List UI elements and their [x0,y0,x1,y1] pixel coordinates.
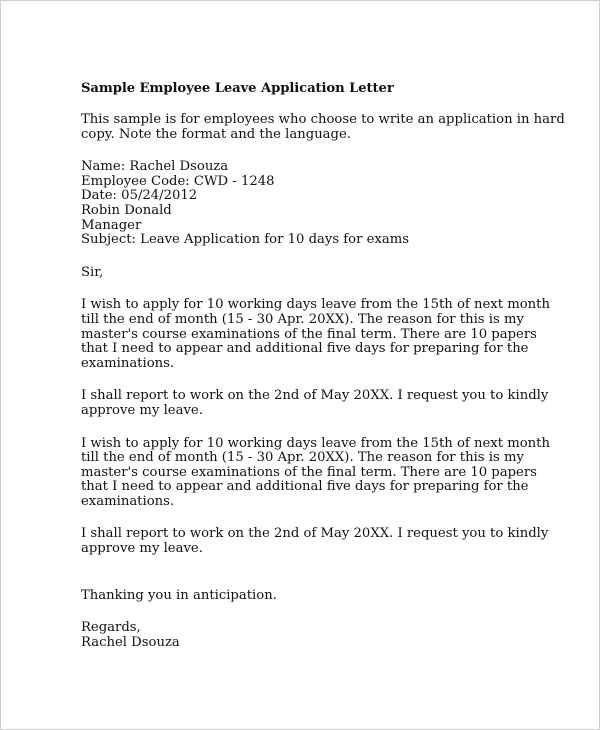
recipient-title: Manager [81,217,142,233]
paragraph-line: master's course examinations of the final term. There are 10 papers [81,326,537,342]
paragraph-line: till the end of month (15 - 30 Apr. 20XX). The reason for this is my [81,450,524,466]
paragraph-line: examinations. [81,493,175,509]
sender-name: Name: Rachel Dsouza [81,159,229,175]
closing-text: Thanking you in anticipation. [81,587,277,603]
body-paragraph-2 [81,388,549,418]
employee-code: Employee Code: CWD - 1248 [81,173,275,189]
paragraph-line: that I need to appear and additional five days for preparing for the [81,341,529,357]
paragraph-line: I shall report to work on the 2nd of May 20XX. I request you to kindly [81,388,549,404]
paragraph-line: I wish to apply for 10 working days leave from the 15th of next month [81,435,550,451]
paragraph-line: examinations. [81,355,175,371]
paragraph-line: that I need to appear and additional five days for preparing for the [81,479,529,495]
paragraph-line: approve my leave. [81,402,203,418]
letter-content [81,81,565,668]
letter-date: Date: 05/24/2012 [81,188,198,204]
closing-line [81,589,541,604]
paragraph-line: approve my leave. [81,541,203,557]
recipient-name: Robin Donald [81,202,172,218]
paragraph-line: I shall report to work on the 2nd of May 20XX. I request you to kindly [81,526,549,542]
intro-line: copy. Note the format and the language. [81,126,351,142]
body-paragraph-4 [81,526,549,557]
body-paragraph-3 [81,435,550,510]
signature-block [81,621,541,650]
salutation [81,266,541,281]
signature-name: Rachel Dsouza [81,634,180,650]
letter-subject: Subject: Leave Application for 10 days for exams [81,232,409,248]
intro-paragraph [81,112,565,142]
paragraph-line: master's course examinations of the final term. There are 10 papers [81,464,537,480]
intro-line: This sample is for employees who choose to write an application in hard [81,112,565,127]
body-paragraph-1 [81,297,550,371]
paragraph-line: I wish to apply for 10 working days leave from the 15th of next month [81,297,550,313]
signoff: Regards, [81,620,141,636]
paragraph-line: till the end of month (15 - 30 Apr. 20XX). The reason for this is my [81,311,524,327]
letter-header-block [81,160,541,248]
salutation-text: Sir, [81,264,104,280]
document-title: Sample Employee Leave Application Letter [81,81,394,96]
